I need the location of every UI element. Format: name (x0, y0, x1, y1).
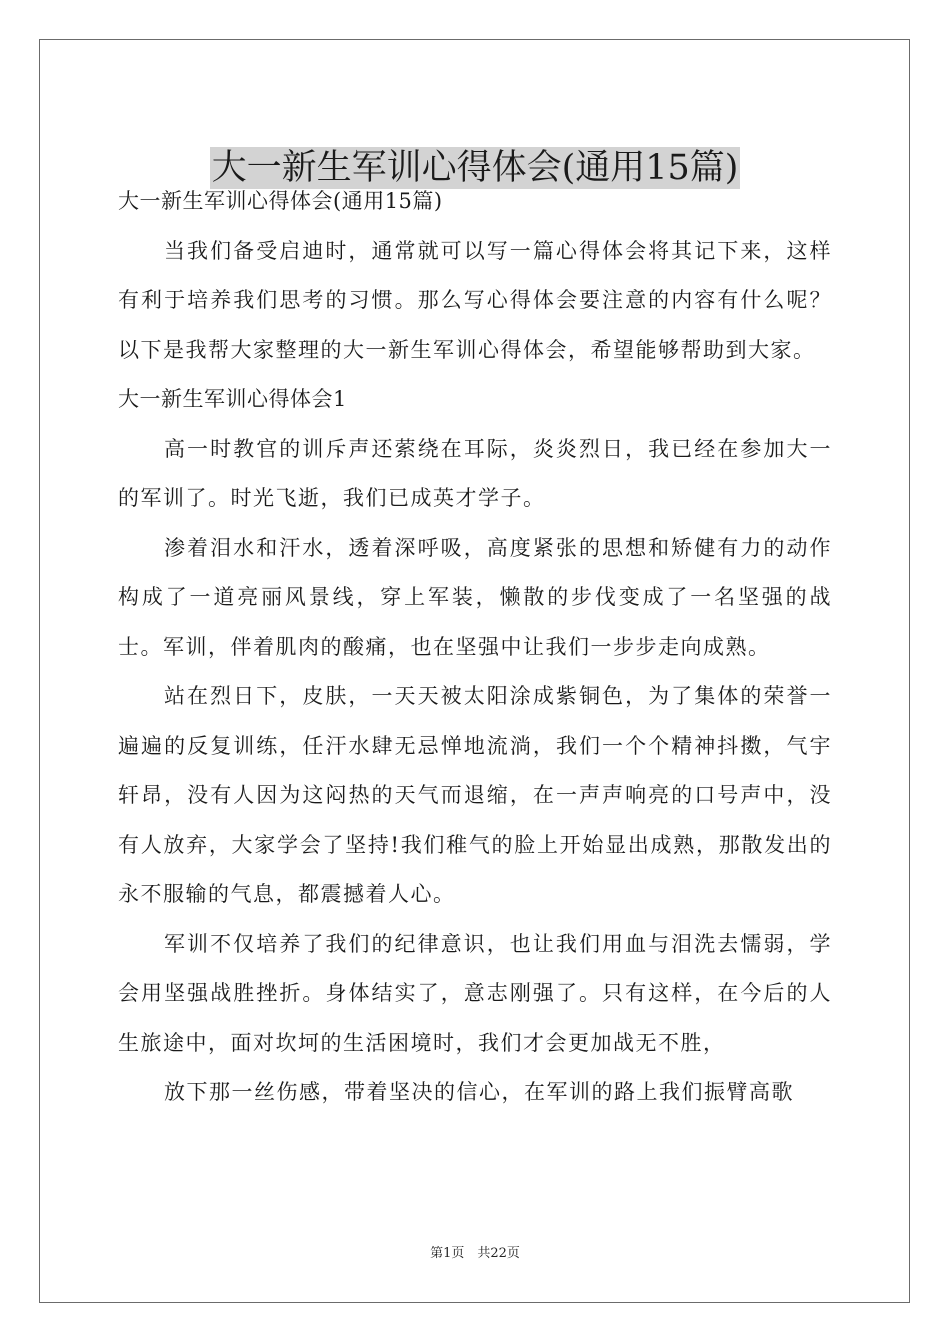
intro-paragraph: 当我们备受启迪时，通常就可以写一篇心得体会将其记下来，这样有利于培养我们思考的习惯。那么写心得体会要注意的内容有什么呢？以下是我帮大家整理的大一新生军训心得体会，希望能够帮助到大家。 (118, 238, 832, 362)
body-paragraph: 站在烈日下，皮肤，一天天被太阳涂成紫铜色，为了集体的荣誉一遍遍的反复训练，任汗水肆无忌惮地流淌，我们一个个精神抖擞，气宇轩昂，没有人因为这闷热的天气而退缩，在一声声响亮的口号声中，没有人放弃，大家学会了坚持!我们稚气的脸上开始显出成熟，那散发出的永不服输的气息，都震撼着人心。 (118, 684, 832, 906)
body-paragraph: 渗着泪水和汗水，透着深呼吸，高度紧张的思想和矫健有力的动作构成了一道亮丽风景线，穿上军装，懒散的步伐变成了一名坚强的战士。军训，伴着肌肉的酸痛，也在坚强中让我们一步步走向成熟。 (118, 535, 832, 659)
document-title: 大一新生军训心得体会(通用15篇) (211, 148, 739, 189)
body-paragraph: 军训不仅培养了我们的纪律意识，也让我们用血与泪洗去懦弱，学会用坚强战胜挫折。身体结实了，意志刚强了。只有这样，在今后的人生旅途中，面对坎坷的生活困境时，我们才会更加战无不胜， (118, 931, 832, 1055)
document-body (118, 177, 832, 1118)
page-footer: 第1页 共22页 (430, 1246, 520, 1261)
document-subtitle: 大一新生军训心得体会(通用15篇) (118, 189, 443, 213)
body-paragraph: 放下那一丝伤感，带着坚决的信心，在军训的路上我们振臂高歌 (164, 1080, 794, 1104)
section-heading: 大一新生军训心得体会1 (118, 387, 347, 411)
body-paragraph: 高一时教官的训斥声还萦绕在耳际，炎炎烈日，我已经在参加大一的军训了。时光飞逝，我们已成英才学子。 (118, 436, 832, 510)
